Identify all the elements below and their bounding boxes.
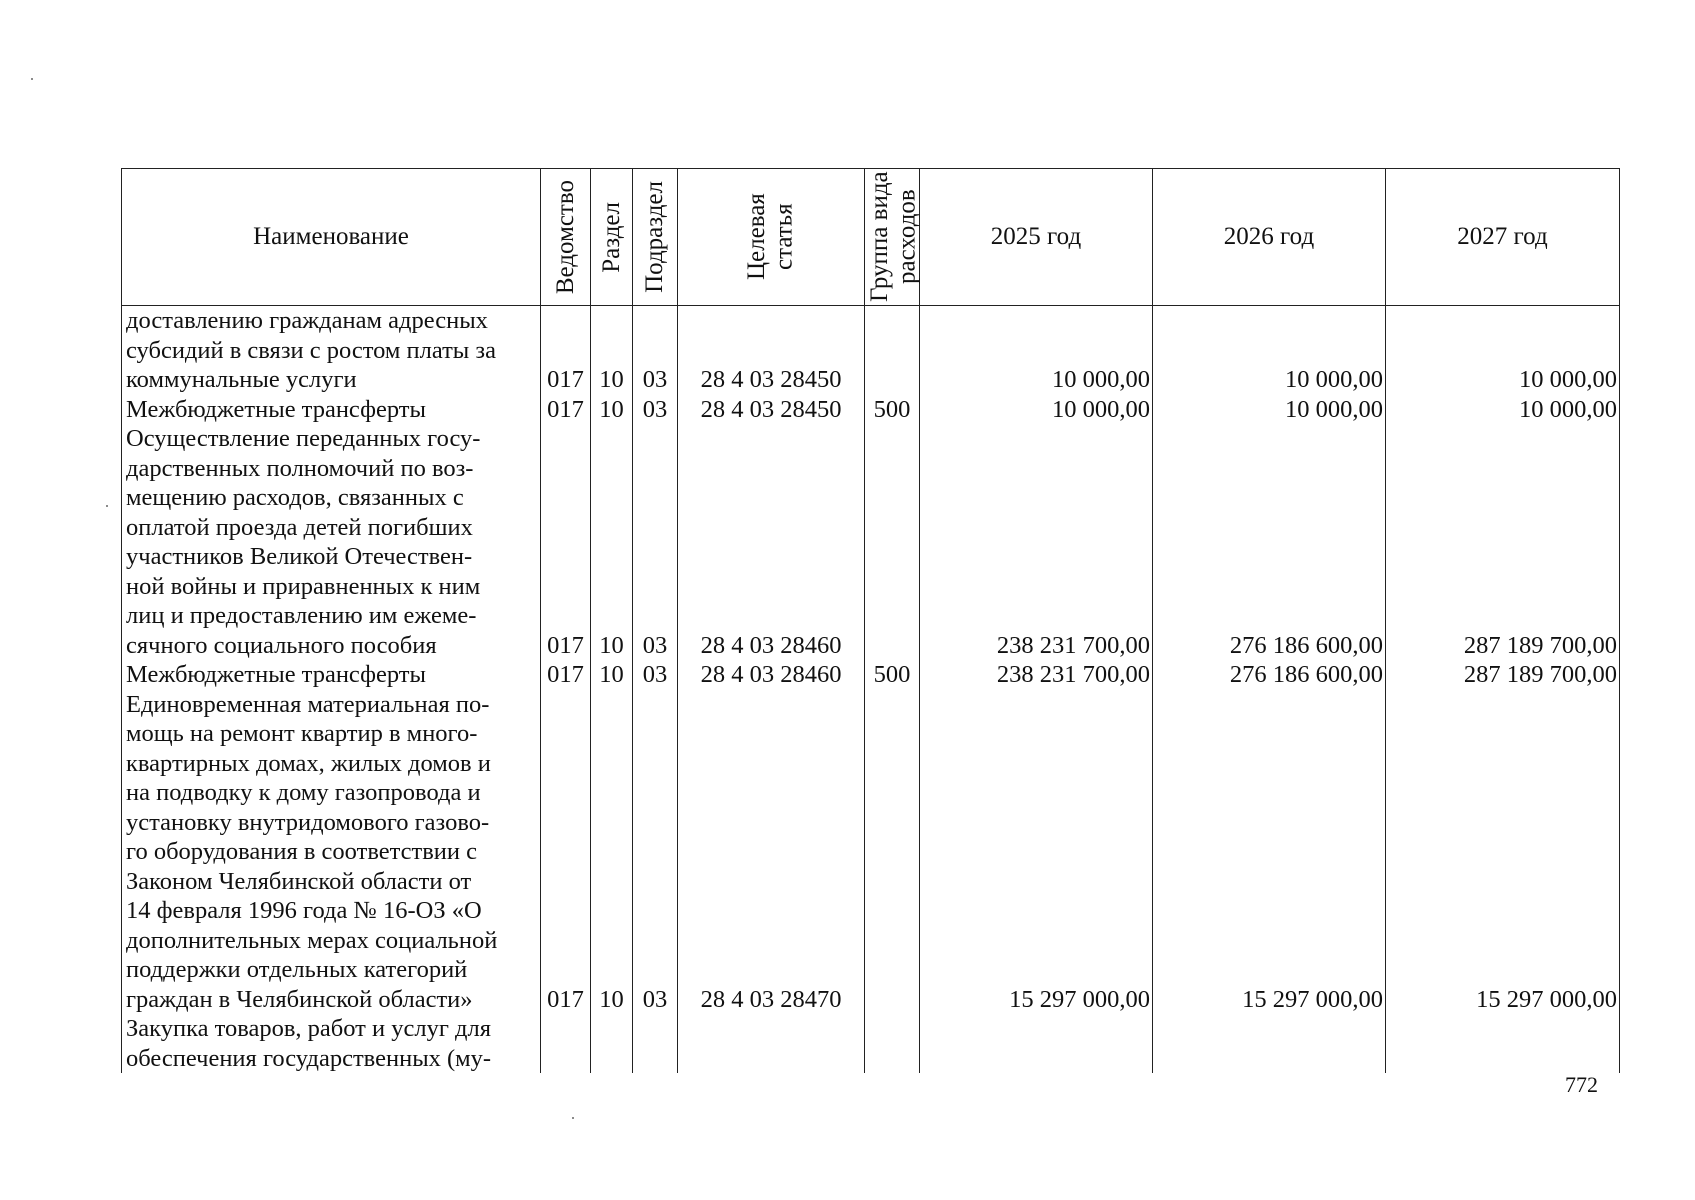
vedomstvo-cell: 017 — [541, 690, 591, 1015]
amount-2025: 238 231 700,00 — [920, 660, 1153, 690]
gruppa-cell — [865, 1014, 920, 1073]
podrazdel-cell: 03 — [633, 424, 678, 660]
table-row — [122, 424, 1620, 660]
amount-2026: 276 186 600,00 — [1153, 660, 1386, 690]
amount-2025: 238 231 700,00 — [920, 424, 1153, 660]
header-2027: 2027 год — [1386, 169, 1620, 306]
razdel-cell — [591, 1014, 633, 1073]
razdel-cell: 10 — [591, 690, 633, 1015]
amount-2026: 10 000,00 — [1153, 395, 1386, 425]
header-razdel: Раздел — [591, 169, 633, 306]
tselevaya-cell: 28 4 03 28450 — [678, 395, 865, 425]
row-name: Межбюджетные трансферты — [122, 660, 541, 690]
vedomstvo-cell — [541, 1014, 591, 1073]
amount-2026: 15 297 000,00 — [1153, 690, 1386, 1015]
page-number: 772 — [1565, 1072, 1598, 1097]
vedomstvo-cell: 017 — [541, 424, 591, 660]
amount-2026 — [1153, 1014, 1386, 1073]
gruppa-cell — [865, 690, 920, 1015]
amount-2027: 287 189 700,00 — [1386, 424, 1620, 660]
header-2025: 2025 год — [920, 169, 1153, 306]
gruppa-cell: 500 — [865, 660, 920, 690]
gruppa-cell — [865, 306, 920, 395]
amount-2025: 15 297 000,00 — [920, 690, 1153, 1015]
header-name: Наименование — [122, 169, 541, 306]
budget-table — [121, 168, 1620, 1073]
podrazdel-cell: 03 — [633, 660, 678, 690]
amount-2027: 15 297 000,00 — [1386, 690, 1620, 1015]
podrazdel-cell — [633, 1014, 678, 1073]
vedomstvo-cell: 017 — [541, 306, 591, 395]
vedomstvo-cell: 017 — [541, 660, 591, 690]
header-podrazdel: Подраздел — [633, 169, 678, 306]
razdel-cell: 10 — [591, 660, 633, 690]
amount-2025: 10 000,00 — [920, 306, 1153, 395]
tselevaya-cell: 28 4 03 28470 — [678, 690, 865, 1015]
vedomstvo-cell: 017 — [541, 395, 591, 425]
table-row — [122, 395, 1620, 425]
header-2026: 2026 год — [1153, 169, 1386, 306]
row-name: Межбюджетные трансферты — [122, 395, 541, 425]
amount-2026: 10 000,00 — [1153, 306, 1386, 395]
razdel-cell: 10 — [591, 306, 633, 395]
amount-2027 — [1386, 1014, 1620, 1073]
row-name: Осуществление переданных госу- дарственных полномочий по воз- мещению расходов, связанных с оплатой проезда детей погибших участников Великой Отечествен- ной войны и приравненных к ним лиц и предоставлению им ежеме- сячного социального пособия — [122, 424, 541, 660]
tselevaya-cell: 28 4 03 28450 — [678, 306, 865, 395]
row-name: Единовременная материальная по- мощь на ремонт квартир в много- квартирных домах, жилых домов и на подводку к дому газопровода и установку внутридомового газово- го оборудования в соответствии с Законом Челябинской области от 14 февраля 1996 года № 16-ОЗ «О дополнительных мерах социальной поддержки отдельных категорий граждан в Челябинской области» — [122, 690, 541, 1015]
header-gruppa: Группа вида расходов — [865, 169, 920, 306]
row-name: Закупка товаров, работ и услуг для обеспечения государственных (му- — [122, 1014, 541, 1073]
scan-speck — [31, 78, 33, 80]
amount-2025 — [920, 1014, 1153, 1073]
table-header-row — [122, 169, 1620, 306]
amount-2027: 10 000,00 — [1386, 306, 1620, 395]
tselevaya-cell: 28 4 03 28460 — [678, 660, 865, 690]
amount-2027: 287 189 700,00 — [1386, 660, 1620, 690]
razdel-cell: 10 — [591, 424, 633, 660]
tselevaya-cell: 28 4 03 28460 — [678, 424, 865, 660]
amount-2026: 276 186 600,00 — [1153, 424, 1386, 660]
table-row — [122, 1014, 1620, 1073]
podrazdel-cell: 03 — [633, 395, 678, 425]
header-vedomstvo: Ведомство — [541, 169, 591, 306]
table-row — [122, 660, 1620, 690]
podrazdel-cell: 03 — [633, 306, 678, 395]
table-row — [122, 306, 1620, 395]
razdel-cell: 10 — [591, 395, 633, 425]
gruppa-cell: 500 — [865, 395, 920, 425]
gruppa-cell — [865, 424, 920, 660]
header-tselevaya: Целевая статья — [678, 169, 865, 306]
amount-2027: 10 000,00 — [1386, 395, 1620, 425]
tselevaya-cell — [678, 1014, 865, 1073]
scan-speck — [572, 1117, 574, 1119]
amount-2025: 10 000,00 — [920, 395, 1153, 425]
row-name: доставлению гражданам адресных субсидий в связи с ростом платы за коммунальные услуги — [122, 306, 541, 395]
podrazdel-cell: 03 — [633, 690, 678, 1015]
table-row — [122, 690, 1620, 1015]
scan-speck — [106, 505, 108, 507]
